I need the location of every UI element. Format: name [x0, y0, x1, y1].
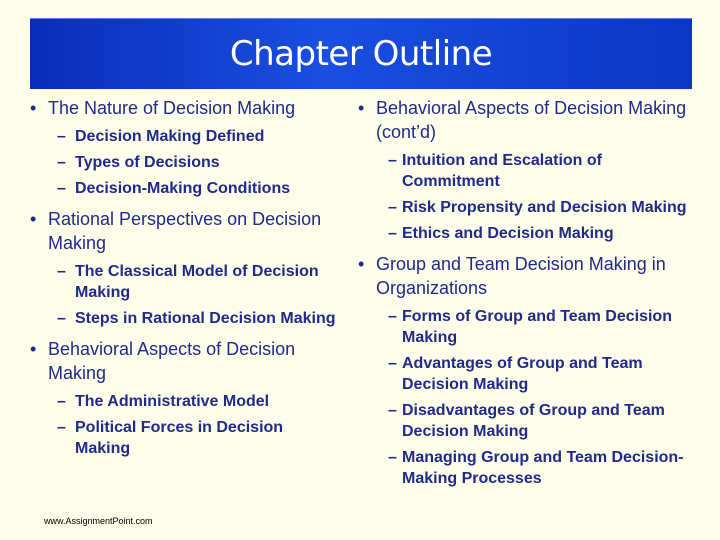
- subtopic-item: – Forms of Group and Team Decision Making: [388, 308, 672, 346]
- right-column: [358, 96, 698, 497]
- section-heading: • Group and Team Decision Making in Organizations: [358, 254, 666, 298]
- subtopic-item: – The Administrative Model: [57, 393, 270, 410]
- dash-icon: –: [57, 310, 66, 327]
- dash-icon: –: [388, 355, 397, 372]
- dash-icon: –: [388, 402, 397, 419]
- subtopic-item: – Steps in Rational Decision Making: [57, 310, 336, 327]
- left-column: [30, 96, 340, 467]
- subtopic-item: – Political Forces in Decision Making: [57, 419, 284, 457]
- dash-icon: –: [57, 393, 66, 410]
- slide-title: Chapter Outline: [229, 34, 493, 74]
- subtopic-item: – Disadvantages of Group and Team Decision Making: [388, 402, 665, 440]
- dash-icon: –: [388, 308, 397, 325]
- section-heading: • Behavioral Aspects of Decision Making (cont’d): [358, 98, 687, 142]
- subtopic-item: – Ethics and Decision Making: [388, 225, 614, 242]
- section-heading: • The Nature of Decision Making: [30, 98, 296, 118]
- dash-icon: –: [388, 199, 397, 216]
- subtopic-item: – Managing Group and Team Decision-Making Processes: [388, 449, 684, 487]
- subtopic-item: – Decision-Making Conditions: [57, 180, 291, 197]
- subtopic-item: – Intuition and Escalation of Commitment: [388, 152, 602, 190]
- section-heading: • Rational Perspectives on Decision Making: [30, 209, 322, 253]
- subtopic-item: – Decision Making Defined: [57, 128, 265, 145]
- dash-icon: –: [57, 180, 66, 197]
- outline-section: [30, 207, 340, 329]
- section-heading: • Behavioral Aspects of Decision Making: [30, 339, 296, 383]
- outline-section: [358, 252, 698, 489]
- bullet-icon: •: [358, 254, 365, 274]
- bullet-icon: •: [358, 98, 365, 118]
- dash-icon: –: [388, 449, 397, 466]
- bullet-icon: •: [30, 209, 37, 229]
- subtopic-item: – Types of Decisions: [57, 154, 220, 171]
- outline-section: [358, 96, 698, 244]
- bullet-icon: •: [30, 339, 37, 359]
- dash-icon: –: [57, 263, 66, 280]
- dash-icon: –: [57, 419, 66, 436]
- dash-icon: –: [388, 152, 397, 169]
- outline-section: [30, 337, 340, 459]
- subtopic-item: – Advantages of Group and Team Decision Making: [388, 355, 643, 393]
- outline-section: [30, 96, 340, 199]
- footer-url: www.AssignmentPoint.com: [44, 516, 153, 526]
- subtopic-item: – The Classical Model of Decision Making: [57, 263, 319, 301]
- subtopic-item: – Risk Propensity and Decision Making: [388, 199, 687, 216]
- title-bar: [30, 18, 692, 89]
- bullet-icon: •: [30, 98, 37, 118]
- dash-icon: –: [57, 154, 66, 171]
- dash-icon: –: [57, 128, 66, 145]
- dash-icon: –: [388, 225, 397, 242]
